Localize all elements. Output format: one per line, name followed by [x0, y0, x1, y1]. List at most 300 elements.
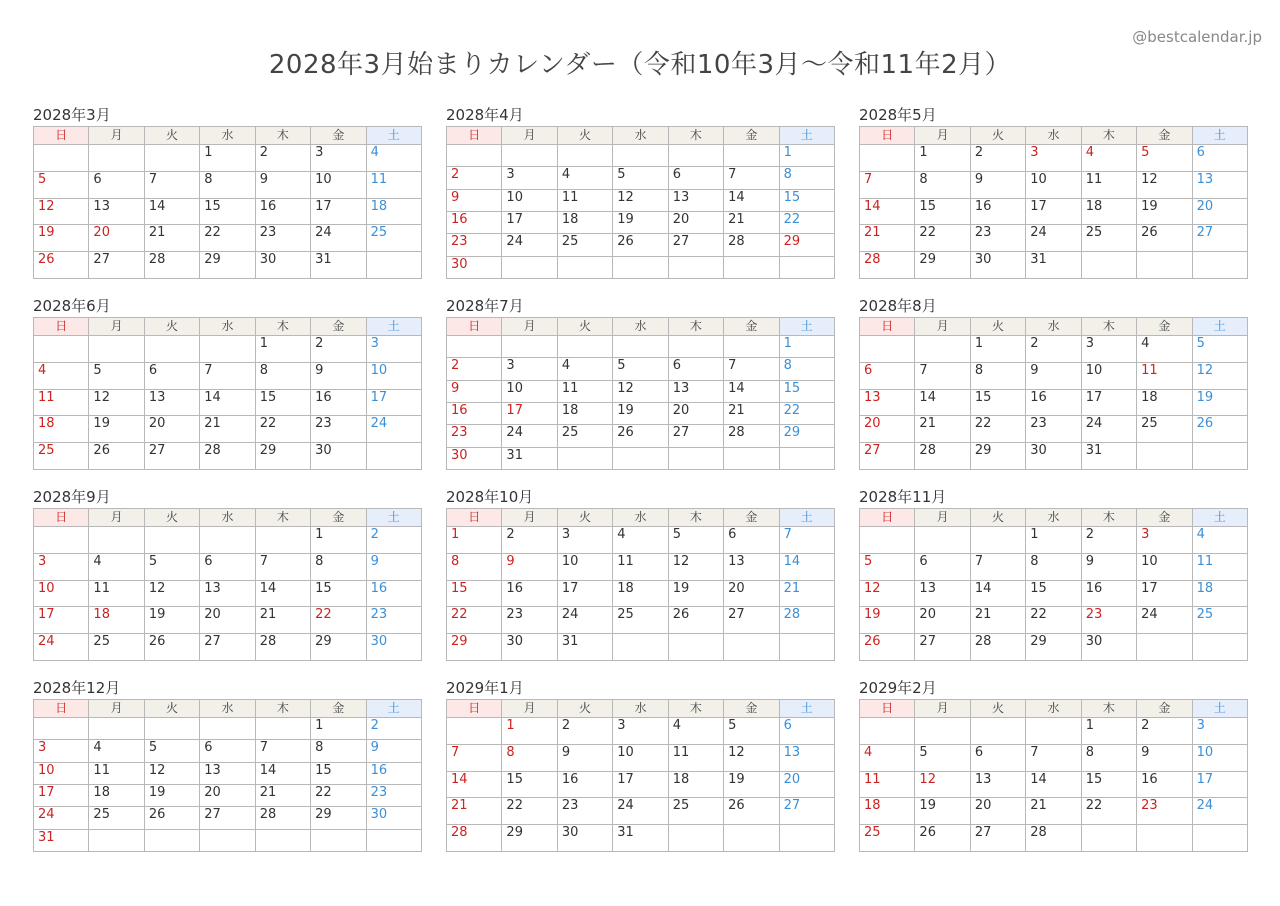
day-cell: 11: [558, 381, 613, 403]
day-cell: 11: [1137, 363, 1192, 390]
day-cell: 17: [367, 390, 422, 417]
day-cell: 10: [558, 554, 613, 581]
month-calendar: [33, 295, 422, 470]
day-cell: 28: [200, 443, 255, 470]
weekday-header-cell: 木: [256, 700, 311, 718]
day-cell: 26: [1137, 225, 1192, 252]
empty-day-cell: [724, 825, 779, 852]
empty-day-cell: [1082, 825, 1137, 852]
day-cell: 23: [1082, 607, 1137, 634]
day-cell: 21: [145, 225, 200, 252]
day-cell: 18: [669, 772, 724, 799]
empty-day-cell: [447, 336, 502, 358]
month-title: 2028年4月: [446, 106, 524, 124]
day-cell: 6: [971, 745, 1026, 772]
day-cell: 10: [1137, 554, 1192, 581]
day-cell: 17: [1082, 390, 1137, 417]
day-cell: 13: [89, 199, 144, 226]
month-table: [33, 699, 422, 852]
day-cell: 19: [1137, 199, 1192, 226]
weekday-header-cell: 日: [34, 509, 89, 527]
day-cell: 11: [89, 763, 144, 785]
day-cell: 24: [613, 798, 668, 825]
day-cell: 14: [860, 199, 915, 226]
day-cell: 21: [200, 416, 255, 443]
empty-day-cell: [447, 718, 502, 745]
day-cell: 17: [311, 199, 366, 226]
day-cell: 2: [971, 145, 1026, 172]
day-cell: 22: [1082, 798, 1137, 825]
day-cell: 28: [145, 252, 200, 279]
day-cell: 4: [558, 358, 613, 380]
day-cell: 1: [1082, 718, 1137, 745]
day-cell: 16: [447, 403, 502, 425]
day-cell: 21: [915, 416, 970, 443]
days-grid: [447, 336, 835, 470]
weekday-header-cell: 月: [502, 700, 557, 718]
empty-day-cell: [200, 718, 255, 740]
day-cell: 26: [1193, 416, 1248, 443]
day-cell: 25: [860, 825, 915, 852]
day-cell: 23: [1026, 416, 1081, 443]
empty-day-cell: [915, 527, 970, 554]
day-cell: 29: [780, 425, 835, 447]
weekday-header-cell: 火: [145, 700, 200, 718]
day-cell: 8: [311, 740, 366, 762]
weekday-header-cell: 木: [1082, 318, 1137, 336]
day-cell: 8: [780, 358, 835, 380]
day-cell: 7: [971, 554, 1026, 581]
day-cell: 13: [724, 554, 779, 581]
day-cell: 29: [502, 825, 557, 852]
day-cell: 9: [367, 554, 422, 581]
weekday-header: [447, 700, 835, 718]
day-cell: 26: [145, 807, 200, 829]
day-cell: 16: [1137, 772, 1192, 799]
days-grid: [34, 336, 422, 470]
day-cell: 16: [311, 390, 366, 417]
weekday-header-cell: 金: [724, 127, 779, 145]
empty-day-cell: [613, 257, 668, 279]
empty-day-cell: [311, 830, 366, 852]
day-cell: 21: [780, 581, 835, 608]
weekday-header-cell: 金: [724, 509, 779, 527]
day-cell: 15: [311, 763, 366, 785]
day-cell: 24: [367, 416, 422, 443]
empty-day-cell: [724, 634, 779, 661]
day-cell: 29: [447, 634, 502, 661]
empty-day-cell: [780, 448, 835, 470]
month-calendar: [33, 104, 422, 279]
day-cell: 17: [34, 785, 89, 807]
day-cell: 25: [1193, 607, 1248, 634]
day-cell: 8: [971, 363, 1026, 390]
weekday-header-cell: 火: [145, 127, 200, 145]
month-title: 2028年6月: [33, 297, 111, 315]
day-cell: 1: [311, 718, 366, 740]
weekday-header-cell: 月: [89, 127, 144, 145]
empty-day-cell: [558, 257, 613, 279]
day-cell: 22: [1026, 607, 1081, 634]
day-cell: 11: [613, 554, 668, 581]
day-cell: 9: [502, 554, 557, 581]
day-cell: 16: [367, 763, 422, 785]
day-cell: 18: [89, 607, 144, 634]
day-cell: 25: [89, 634, 144, 661]
empty-day-cell: [860, 527, 915, 554]
day-cell: 10: [502, 381, 557, 403]
day-cell: 3: [502, 358, 557, 380]
day-cell: 28: [971, 634, 1026, 661]
day-cell: 11: [1193, 554, 1248, 581]
day-cell: 17: [502, 212, 557, 234]
empty-day-cell: [145, 718, 200, 740]
empty-day-cell: [145, 336, 200, 363]
day-cell: 16: [367, 581, 422, 608]
day-cell: 20: [915, 607, 970, 634]
empty-day-cell: [367, 252, 422, 279]
empty-day-cell: [971, 527, 1026, 554]
day-cell: 14: [724, 381, 779, 403]
weekday-header-cell: 火: [145, 509, 200, 527]
day-cell: 10: [34, 581, 89, 608]
day-cell: 21: [860, 225, 915, 252]
day-cell: 2: [367, 527, 422, 554]
day-cell: 12: [613, 381, 668, 403]
weekday-header-cell: 火: [971, 700, 1026, 718]
month-title: 2028年12月: [33, 679, 121, 697]
weekday-header-cell: 土: [367, 700, 422, 718]
day-cell: 12: [89, 390, 144, 417]
day-cell: 21: [971, 607, 1026, 634]
weekday-header-cell: 月: [502, 318, 557, 336]
day-cell: 3: [34, 740, 89, 762]
empty-day-cell: [613, 336, 668, 358]
day-cell: 3: [1026, 145, 1081, 172]
empty-day-cell: [724, 257, 779, 279]
empty-day-cell: [1137, 825, 1192, 852]
day-cell: 15: [311, 581, 366, 608]
day-cell: 30: [1082, 634, 1137, 661]
day-cell: 7: [145, 172, 200, 199]
day-cell: 2: [447, 358, 502, 380]
day-cell: 24: [34, 634, 89, 661]
day-cell: 18: [860, 798, 915, 825]
empty-day-cell: [256, 527, 311, 554]
day-cell: 7: [724, 358, 779, 380]
weekday-header: [447, 509, 835, 527]
day-cell: 6: [860, 363, 915, 390]
day-cell: 9: [558, 745, 613, 772]
day-cell: 31: [502, 448, 557, 470]
weekday-header-cell: 木: [1082, 509, 1137, 527]
day-cell: 4: [860, 745, 915, 772]
day-cell: 20: [669, 212, 724, 234]
weekday-header-cell: 水: [200, 318, 255, 336]
day-cell: 27: [200, 634, 255, 661]
day-cell: 23: [971, 225, 1026, 252]
weekday-header-cell: 月: [89, 509, 144, 527]
day-cell: 25: [1082, 225, 1137, 252]
empty-day-cell: [558, 448, 613, 470]
day-cell: 14: [145, 199, 200, 226]
day-cell: 11: [860, 772, 915, 799]
day-cell: 7: [780, 527, 835, 554]
day-cell: 16: [1082, 581, 1137, 608]
empty-day-cell: [256, 830, 311, 852]
day-cell: 15: [447, 581, 502, 608]
day-cell: 7: [200, 363, 255, 390]
days-grid: [447, 718, 835, 852]
empty-day-cell: [34, 336, 89, 363]
day-cell: 21: [447, 798, 502, 825]
month-calendar: [859, 486, 1248, 661]
day-cell: 29: [200, 252, 255, 279]
weekday-header-cell: 水: [613, 509, 668, 527]
weekday-header: [447, 318, 835, 336]
day-cell: 24: [34, 807, 89, 829]
day-cell: 20: [89, 225, 144, 252]
empty-day-cell: [558, 336, 613, 358]
month-table: [859, 317, 1248, 470]
day-cell: 7: [256, 740, 311, 762]
empty-day-cell: [724, 336, 779, 358]
weekday-header-cell: 日: [34, 318, 89, 336]
month-title: 2028年11月: [859, 488, 947, 506]
day-cell: 1: [200, 145, 255, 172]
empty-day-cell: [669, 634, 724, 661]
empty-day-cell: [367, 830, 422, 852]
empty-day-cell: [89, 527, 144, 554]
month-table: [859, 699, 1248, 852]
day-cell: 19: [613, 403, 668, 425]
empty-day-cell: [1026, 718, 1081, 745]
day-cell: 5: [1137, 145, 1192, 172]
day-cell: 22: [971, 416, 1026, 443]
month-table: [33, 317, 422, 470]
day-cell: 18: [89, 785, 144, 807]
empty-day-cell: [502, 257, 557, 279]
day-cell: 10: [502, 190, 557, 212]
weekday-header-cell: 日: [447, 127, 502, 145]
day-cell: 22: [311, 785, 366, 807]
calendar-grid: [33, 104, 1248, 852]
day-cell: 5: [669, 527, 724, 554]
day-cell: 6: [200, 554, 255, 581]
empty-day-cell: [669, 448, 724, 470]
empty-day-cell: [669, 336, 724, 358]
empty-day-cell: [34, 145, 89, 172]
weekday-header-cell: 金: [1137, 318, 1192, 336]
day-cell: 14: [447, 772, 502, 799]
empty-day-cell: [860, 336, 915, 363]
day-cell: 10: [1026, 172, 1081, 199]
site-watermark: @bestcalendar.jp: [1132, 28, 1262, 46]
day-cell: 15: [502, 772, 557, 799]
day-cell: 28: [256, 634, 311, 661]
day-cell: 2: [311, 336, 366, 363]
day-cell: 17: [558, 581, 613, 608]
day-cell: 4: [367, 145, 422, 172]
weekday-header-cell: 水: [613, 127, 668, 145]
weekday-header-cell: 水: [1026, 700, 1081, 718]
weekday-header-cell: 土: [1193, 318, 1248, 336]
day-cell: 1: [780, 336, 835, 358]
day-cell: 4: [558, 167, 613, 189]
day-cell: 5: [34, 172, 89, 199]
month-table: [446, 126, 835, 279]
day-cell: 31: [613, 825, 668, 852]
day-cell: 24: [1193, 798, 1248, 825]
day-cell: 13: [200, 581, 255, 608]
day-cell: 9: [311, 363, 366, 390]
day-cell: 8: [447, 554, 502, 581]
day-cell: 5: [860, 554, 915, 581]
empty-day-cell: [724, 448, 779, 470]
weekday-header-cell: 火: [558, 700, 613, 718]
day-cell: 6: [669, 167, 724, 189]
day-cell: 8: [915, 172, 970, 199]
day-cell: 23: [367, 785, 422, 807]
day-cell: 27: [200, 807, 255, 829]
day-cell: 11: [669, 745, 724, 772]
weekday-header-cell: 金: [311, 509, 366, 527]
empty-day-cell: [1193, 443, 1248, 470]
day-cell: 3: [502, 167, 557, 189]
weekday-header-cell: 月: [89, 700, 144, 718]
day-cell: 14: [915, 390, 970, 417]
weekday-header-cell: 水: [200, 127, 255, 145]
month-title: 2028年9月: [33, 488, 111, 506]
day-cell: 5: [145, 740, 200, 762]
day-cell: 13: [971, 772, 1026, 799]
day-cell: 21: [724, 403, 779, 425]
day-cell: 12: [613, 190, 668, 212]
weekday-header-cell: 水: [200, 700, 255, 718]
day-cell: 2: [558, 718, 613, 745]
day-cell: 7: [860, 172, 915, 199]
day-cell: 13: [669, 381, 724, 403]
day-cell: 25: [34, 443, 89, 470]
weekday-header: [34, 127, 422, 145]
weekday-header-cell: 火: [558, 509, 613, 527]
empty-day-cell: [613, 448, 668, 470]
day-cell: 13: [780, 745, 835, 772]
day-cell: 2: [256, 145, 311, 172]
empty-day-cell: [89, 830, 144, 852]
day-cell: 26: [915, 825, 970, 852]
weekday-header-cell: 月: [915, 509, 970, 527]
empty-day-cell: [89, 145, 144, 172]
day-cell: 13: [669, 190, 724, 212]
empty-day-cell: [1193, 252, 1248, 279]
day-cell: 16: [447, 212, 502, 234]
day-cell: 6: [89, 172, 144, 199]
day-cell: 24: [311, 225, 366, 252]
month-title: 2029年2月: [859, 679, 937, 697]
day-cell: 26: [613, 425, 668, 447]
month-title: 2028年8月: [859, 297, 937, 315]
day-cell: 8: [1026, 554, 1081, 581]
day-cell: 3: [34, 554, 89, 581]
weekday-header-cell: 水: [613, 318, 668, 336]
empty-day-cell: [780, 634, 835, 661]
day-cell: 21: [256, 785, 311, 807]
day-cell: 28: [780, 607, 835, 634]
day-cell: 4: [613, 527, 668, 554]
day-cell: 22: [200, 225, 255, 252]
empty-day-cell: [200, 527, 255, 554]
day-cell: 9: [256, 172, 311, 199]
day-cell: 27: [780, 798, 835, 825]
day-cell: 25: [613, 607, 668, 634]
day-cell: 8: [200, 172, 255, 199]
day-cell: 5: [613, 167, 668, 189]
weekday-header-cell: 日: [860, 700, 915, 718]
day-cell: 15: [1082, 772, 1137, 799]
weekday-header-cell: 月: [915, 318, 970, 336]
weekday-header-cell: 月: [915, 700, 970, 718]
day-cell: 24: [1082, 416, 1137, 443]
month-calendar: [446, 104, 835, 279]
day-cell: 28: [447, 825, 502, 852]
day-cell: 9: [447, 381, 502, 403]
day-cell: 28: [1026, 825, 1081, 852]
empty-day-cell: [367, 443, 422, 470]
empty-day-cell: [558, 145, 613, 167]
empty-day-cell: [256, 718, 311, 740]
day-cell: 19: [1193, 390, 1248, 417]
day-cell: 3: [558, 527, 613, 554]
day-cell: 13: [200, 763, 255, 785]
day-cell: 7: [1026, 745, 1081, 772]
day-cell: 21: [1026, 798, 1081, 825]
day-cell: 17: [502, 403, 557, 425]
day-cell: 22: [780, 403, 835, 425]
month-calendar: [859, 104, 1248, 279]
day-cell: 29: [1026, 634, 1081, 661]
day-cell: 14: [200, 390, 255, 417]
day-cell: 20: [860, 416, 915, 443]
weekday-header-cell: 日: [860, 509, 915, 527]
day-cell: 19: [669, 581, 724, 608]
day-cell: 10: [613, 745, 668, 772]
day-cell: 4: [1082, 145, 1137, 172]
day-cell: 21: [724, 212, 779, 234]
weekday-header-cell: 月: [89, 318, 144, 336]
day-cell: 31: [311, 252, 366, 279]
day-cell: 15: [256, 390, 311, 417]
day-cell: 1: [915, 145, 970, 172]
day-cell: 13: [145, 390, 200, 417]
month-table: [33, 508, 422, 661]
day-cell: 28: [256, 807, 311, 829]
empty-day-cell: [145, 830, 200, 852]
day-cell: 4: [669, 718, 724, 745]
day-cell: 4: [1137, 336, 1192, 363]
day-cell: 13: [1193, 172, 1248, 199]
day-cell: 9: [1137, 745, 1192, 772]
empty-day-cell: [89, 718, 144, 740]
day-cell: 17: [34, 607, 89, 634]
weekday-header-cell: 金: [1137, 127, 1192, 145]
day-cell: 19: [860, 607, 915, 634]
day-cell: 10: [1082, 363, 1137, 390]
day-cell: 8: [311, 554, 366, 581]
day-cell: 12: [915, 772, 970, 799]
empty-day-cell: [1193, 825, 1248, 852]
day-cell: 3: [1082, 336, 1137, 363]
